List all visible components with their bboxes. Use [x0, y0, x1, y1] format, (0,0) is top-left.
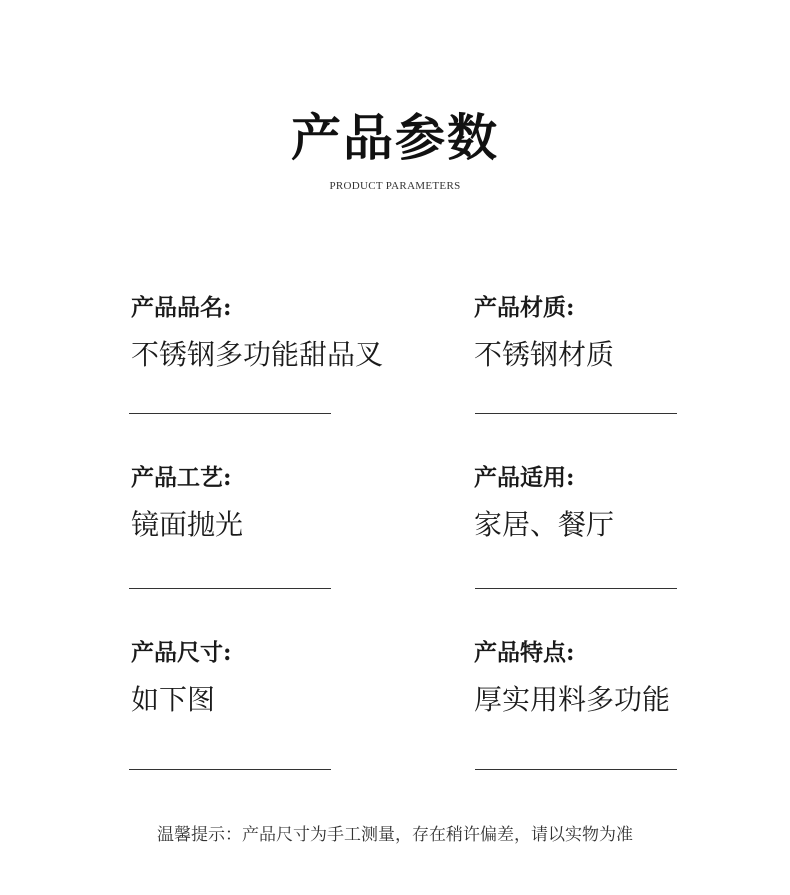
- divider: [129, 413, 331, 414]
- divider: [475, 769, 677, 770]
- param-value: 如下图: [131, 683, 216, 716]
- divider: [129, 769, 331, 770]
- param-value: 不锈钢材质: [474, 338, 615, 371]
- param-size: [131, 639, 451, 718]
- divider: [129, 588, 331, 589]
- divider: [475, 588, 677, 589]
- param-material: [474, 294, 790, 373]
- param-label: 产品特点:: [474, 639, 575, 666]
- page-title: 产品参数: [291, 108, 499, 167]
- footer-note: 温馨提示：产品尺寸为手工测量，存在稍许偏差，请以实物为准: [157, 825, 633, 845]
- param-value: 厚实用料多功能: [474, 683, 671, 716]
- param-label: 产品尺寸:: [131, 639, 232, 666]
- param-label: 产品品名:: [131, 294, 232, 321]
- divider: [475, 413, 677, 414]
- param-label: 产品工艺:: [131, 464, 232, 491]
- page-subtitle: PRODUCT PARAMETERS: [329, 180, 461, 192]
- param-value: 不锈钢多功能甜品叉: [131, 338, 384, 371]
- param-usage: [474, 464, 790, 543]
- param-product-name: [131, 294, 451, 373]
- param-label: 产品材质:: [474, 294, 575, 321]
- param-value: 镜面抛光: [131, 508, 244, 541]
- param-label: 产品适用:: [474, 464, 575, 491]
- param-features: [474, 639, 790, 718]
- param-value: 家居、餐厅: [474, 508, 615, 541]
- param-craft: [131, 464, 451, 543]
